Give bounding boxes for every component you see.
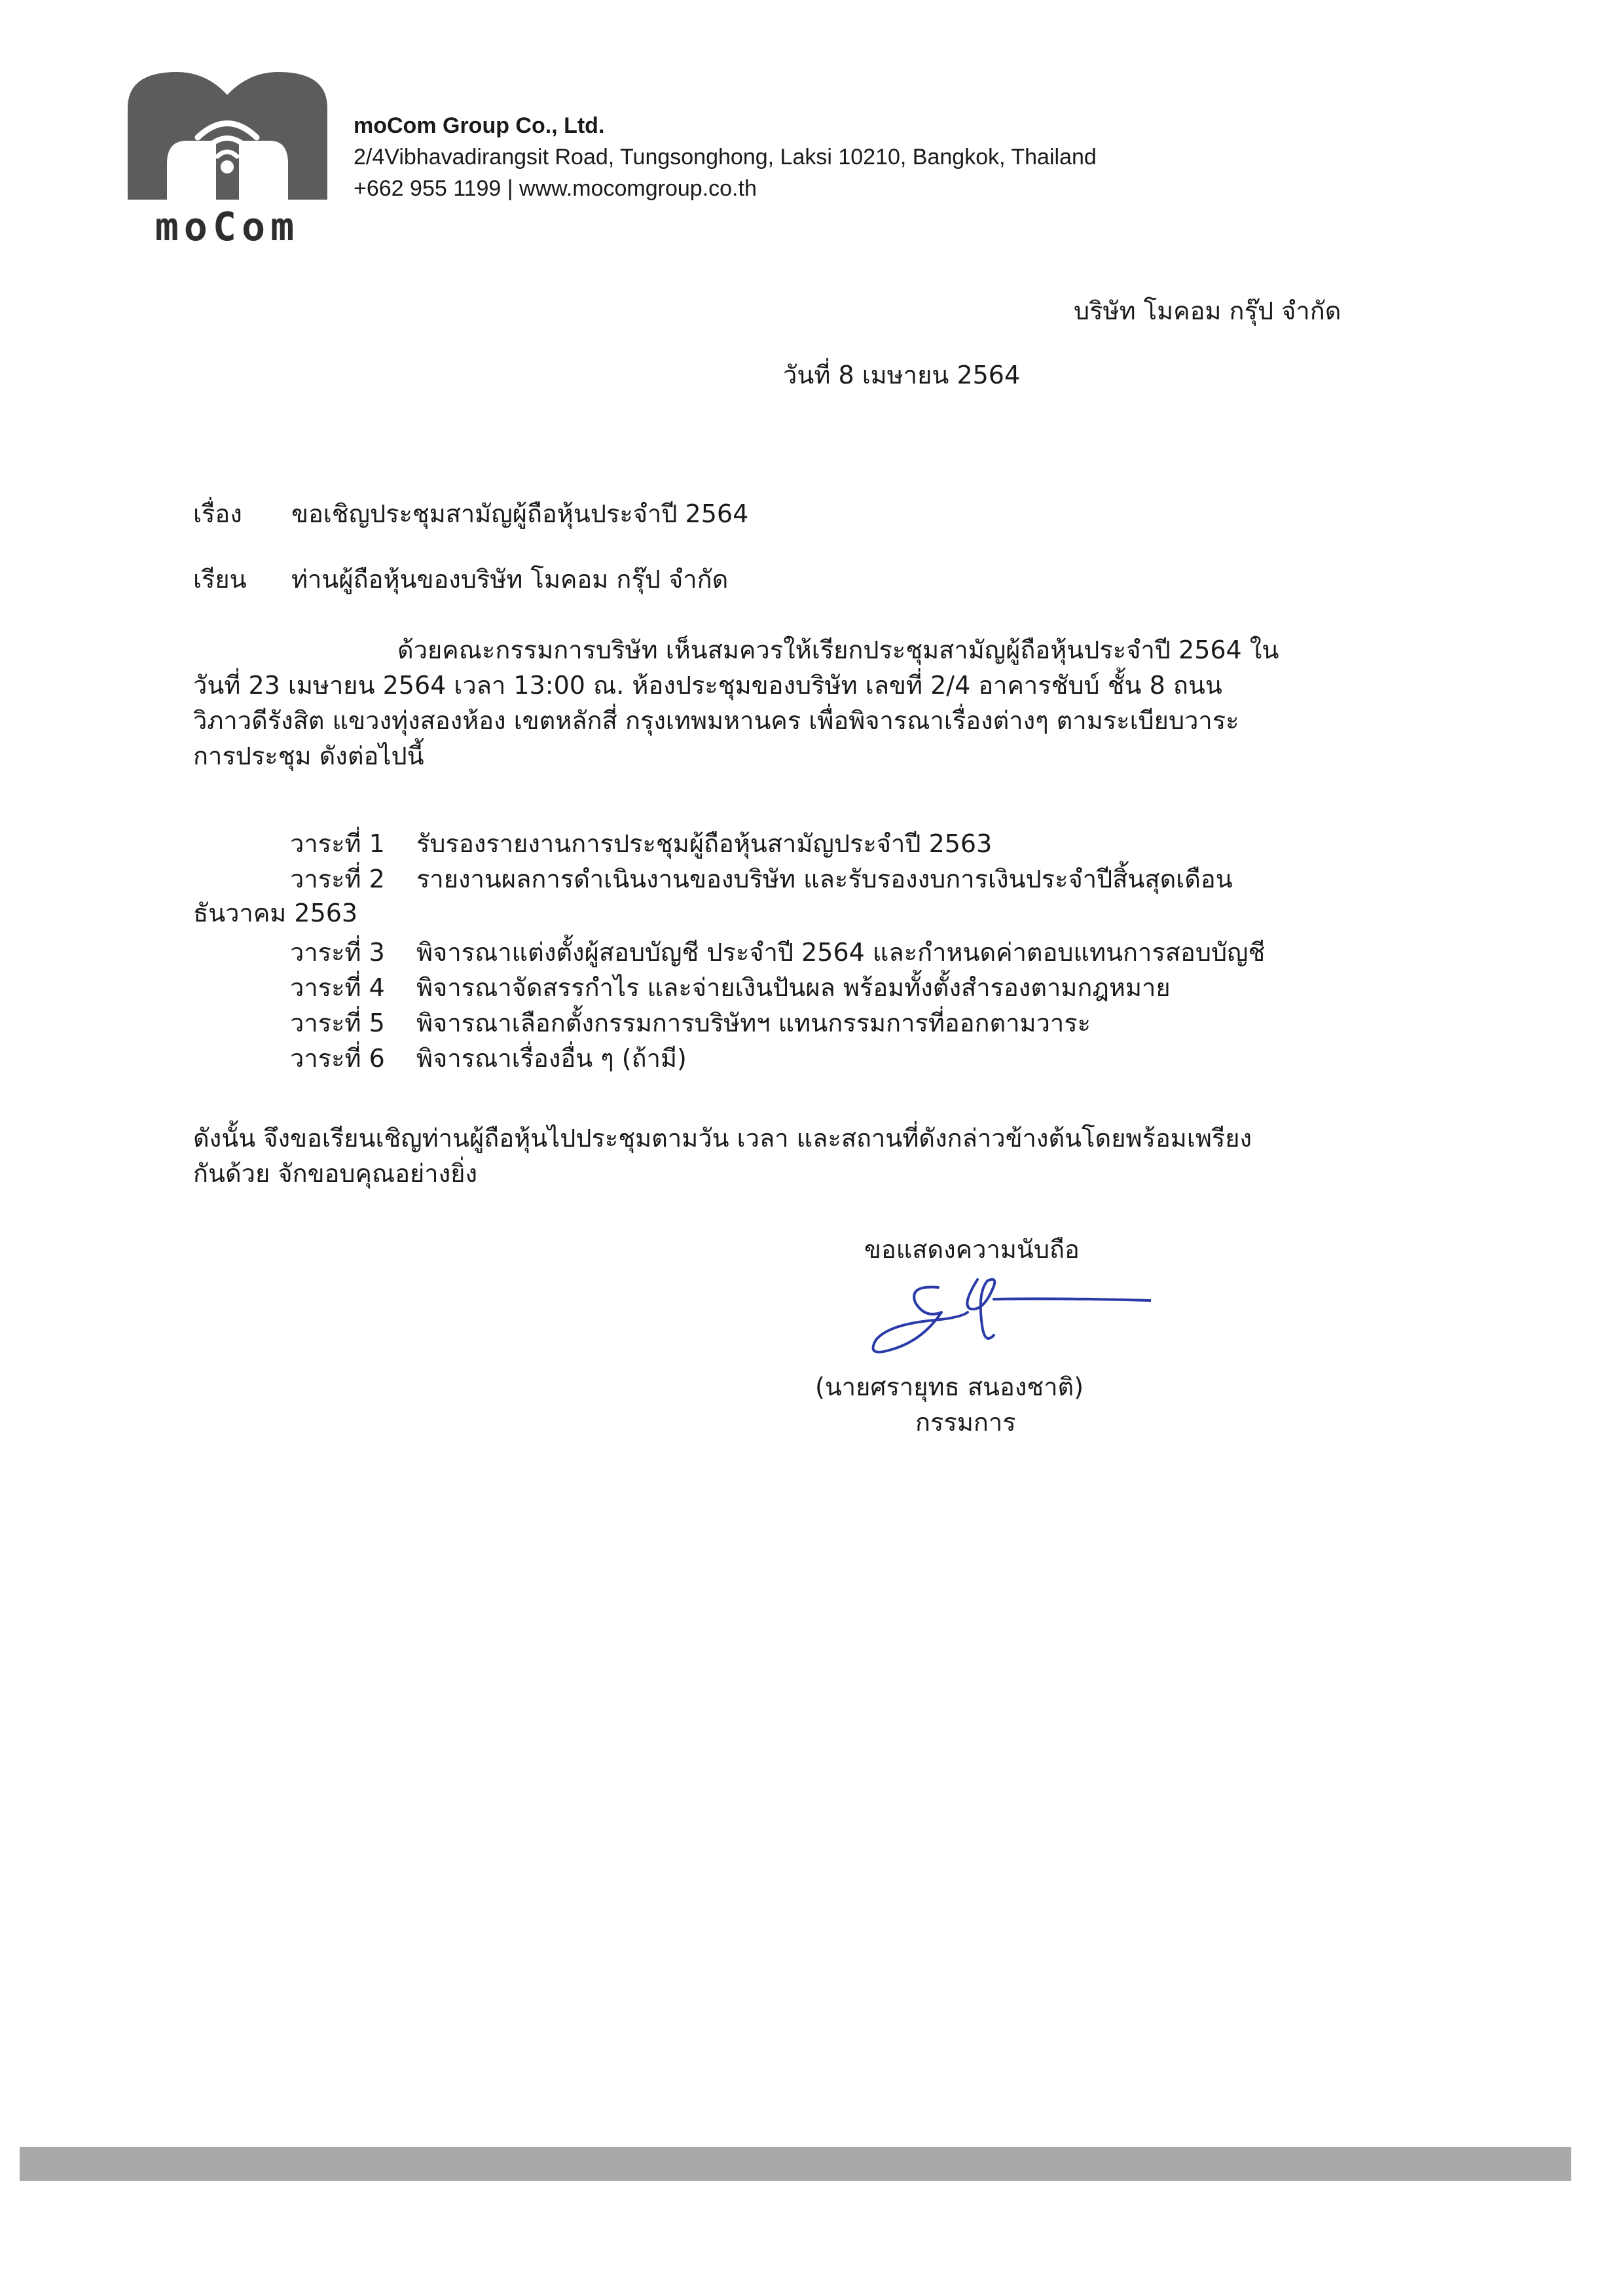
- agenda-text: รายงานผลการดำเนินงานของบริษัท และรับรองงบการเงินประจำปีสิ้นสุดเดือน: [416, 865, 1233, 893]
- signatory-position: กรรมการ: [915, 1408, 1016, 1437]
- agenda-item: [290, 935, 1265, 970]
- letter-date: วันที่ 8 เมษายน 2564: [783, 361, 1021, 389]
- agenda-text: พิจารณาเรื่องอื่น ๆ (ถ้ามี): [416, 1044, 687, 1073]
- signatory-name: (นายศรายุทธ สนองชาติ): [815, 1372, 1084, 1401]
- footer-bar: [20, 2147, 1571, 2181]
- agenda-number: วาระที่ 3: [290, 938, 385, 967]
- conclusion-line: กันด้วย จักขอบคุณอย่างยิ่ง: [193, 1159, 478, 1188]
- closing-phrase: ขอแสดงความนับถือ: [864, 1235, 1080, 1264]
- addressee-text: ท่านผู้ถือหุ้นของบริษัท โมคอม กรุ๊ป จำกัด: [291, 565, 729, 594]
- agenda-number: วาระที่ 2: [290, 865, 385, 893]
- agenda-text: รับรองรายงานการประชุมผู้ถือหุ้นสามัญประจำปี 2563: [416, 829, 993, 858]
- agenda-number: วาระที่ 6: [290, 1044, 385, 1073]
- company-contact: +662 955 1199 | www.mocomgroup.co.th: [354, 176, 757, 201]
- agenda-number: วาระที่ 5: [290, 1009, 385, 1037]
- agenda-number: วาระที่ 4: [290, 973, 385, 1002]
- agenda-item: [290, 1041, 687, 1076]
- company-info: [354, 110, 1270, 204]
- company-name: moCom Group Co., Ltd.: [354, 113, 605, 138]
- logo-text: moCom: [155, 204, 300, 249]
- addressee-label: เรียน: [193, 565, 247, 594]
- agenda-item: [290, 1005, 1091, 1041]
- agenda-text: พิจารณาจัดสรรกำไร และจ่ายเงินปันผล พร้อมทั้งตั้งสำรองตามกฎหมาย: [416, 973, 1171, 1002]
- company-address: 2/4Vibhavadirangsit Road, Tungsonghong, Laksi 10210, Bangkok, Thailand: [354, 145, 1097, 170]
- agenda-number: วาระที่ 1: [290, 829, 385, 858]
- body-line: วิภาวดีรังสิต แขวงทุ่งสองห้อง เขตหลักสี่ กรุงเทพมหานคร เพื่อพิจารณาเรื่องต่างๆ ตามระเบียบวาระ: [193, 706, 1239, 735]
- agenda-text: พิจารณาเลือกตั้งกรรมการบริษัทฯ แทนกรรมการที่ออกตามวาระ: [416, 1009, 1091, 1037]
- subject-label: เรื่อง: [193, 499, 242, 528]
- sender-name: บริษัท โมคอม กรุ๊ป จำกัด: [1074, 296, 1341, 325]
- agenda-item: [290, 970, 1171, 1005]
- signature-icon: [863, 1273, 1151, 1371]
- agenda-item: [290, 826, 992, 861]
- body-line: ด้วยคณะกรรมการบริษัท เห็นสมควรให้เรียกประชุมสามัญผู้ถือหุ้นประจำปี 2564 ใน: [397, 636, 1279, 664]
- company-logo: [124, 69, 331, 249]
- agenda-continuation: ธันวาคม 2563: [193, 899, 358, 927]
- agenda-text: พิจารณาแต่งตั้งผู้สอบบัญชี ประจำปี 2564 และกำหนดค่าตอบแทนการสอบบัญชี: [416, 938, 1266, 967]
- conclusion-line: ดังนั้น จึงขอเรียนเชิญท่านผู้ถือหุ้นไปประชุมตามวัน เวลา และสถานที่ดังกล่าวข้างต้นโดยพร้อมเพรียง: [193, 1124, 1252, 1153]
- body-line: วันที่ 23 เมษายน 2564 เวลา 13:00 ณ. ห้องประชุมของบริษัท เลขที่ 2/4 อาคารชับบ์ ชั้น 8 ถนน: [193, 671, 1222, 700]
- body-line: การประชุม ดังต่อไปนี้: [193, 742, 424, 770]
- subject-text: ขอเชิญประชุมสามัญผู้ถือหุ้นประจำปี 2564: [291, 499, 749, 528]
- agenda-item: [290, 861, 1233, 897]
